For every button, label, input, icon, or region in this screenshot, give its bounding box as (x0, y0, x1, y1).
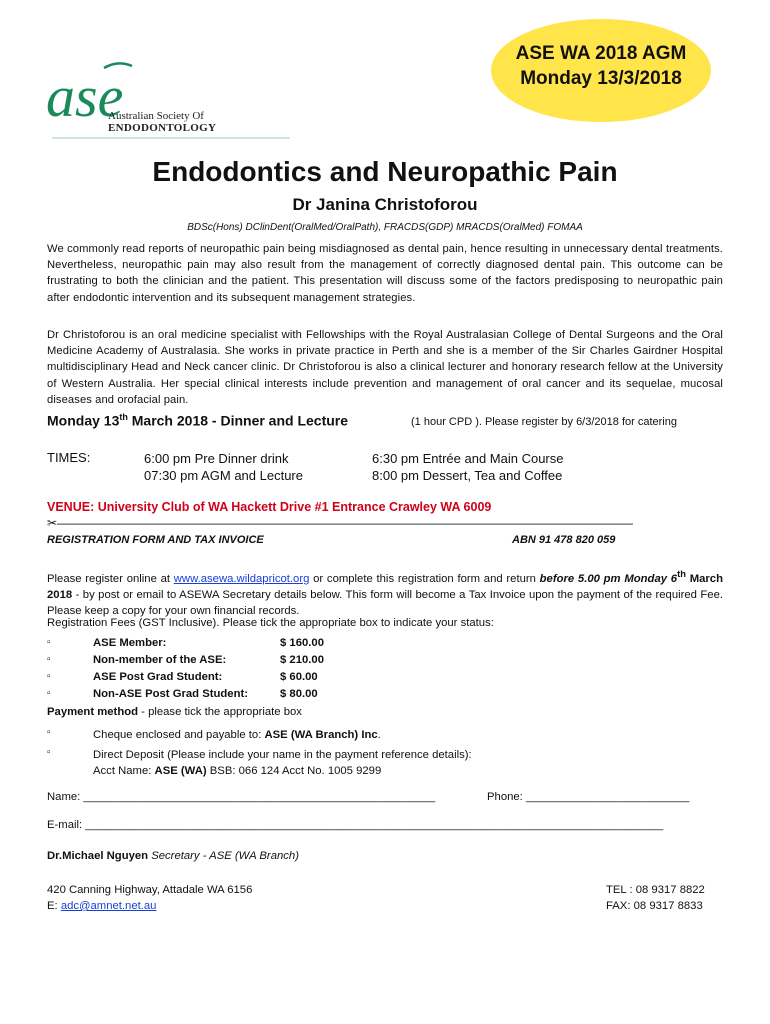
event-day-suffix: th (119, 412, 128, 422)
checkbox[interactable]: ▫ (47, 688, 51, 699)
fee-amount: $ 60.00 (280, 671, 318, 683)
registration-heading: REGISTRATION FORM AND TAX INVOICE (47, 534, 264, 546)
logo-endodontology: ENDODONTOLOGY (108, 122, 217, 134)
times-label: TIMES: (47, 450, 91, 465)
fee-label: ASE Member: (93, 637, 167, 649)
address-line: 420 Canning Highway, Attadale WA 6156 (47, 884, 253, 896)
fee-amount: $ 160.00 (280, 637, 324, 649)
email-prefix: E: (47, 900, 61, 912)
secretary-role: Secretary - ASE (WA Branch) (148, 850, 299, 862)
secretary-name: Dr.Michael Nguyen (47, 850, 149, 862)
payment-option-label (93, 727, 381, 743)
fee-label: Non-ASE Post Grad Student: (93, 688, 249, 700)
acct-name-label: Acct Name: (93, 765, 155, 777)
deposit-text: Direct Deposit (Please include your name in the payment reference details): (93, 749, 472, 761)
payment-heading (47, 706, 302, 718)
secretary-signature (47, 850, 299, 862)
registration-link[interactable]: www.asewa.wildapricot.org (173, 572, 310, 585)
phone-input-line[interactable]: __________________________ (525, 791, 690, 803)
speaker-credentials: BDSc(Hons) DClinDent(OralMed/OralPath), FRACDS(GDP) MRACDS(OralMed) FOMAA (187, 222, 583, 233)
checkbox[interactable]: ▫ (47, 727, 51, 738)
reg-text-a: Please register online at (47, 572, 174, 585)
fax: FAX: 08 9317 8833 (606, 900, 703, 912)
name-input-line[interactable]: ________________________________________________________ (83, 791, 436, 803)
checkbox[interactable]: ▫ (47, 747, 51, 758)
fee-amount: $ 80.00 (280, 688, 318, 700)
reg-deadline: before 5.00 pm Monday 6 (539, 572, 678, 585)
email-input-line[interactable]: ____________________________________________________________________________________________ (85, 819, 664, 831)
fees-heading: Registration Fees (GST Inclusive). Please tick the appropriate box to indicate your status: (47, 617, 494, 629)
venue: VENUE: University Club of WA Hackett Drive #1 Entrance Crawley WA 6009 (47, 500, 492, 514)
event-date (47, 412, 348, 429)
reg-text-b: or complete this registration form and return (309, 572, 540, 585)
time-item: 8:00 pm Dessert, Tea and Coffee (372, 468, 563, 483)
speaker-name: Dr Janina Christoforou (292, 195, 478, 214)
fee-label: ASE Post Grad Student: (93, 671, 223, 683)
agm-badge (491, 19, 711, 122)
checkbox[interactable]: ▫ (47, 671, 51, 682)
time-item: 6:00 pm Pre Dinner drink (144, 451, 289, 466)
reg-deadline-b: March 2018 (47, 572, 723, 601)
event-description: March 2018 - Dinner and Lecture (127, 412, 349, 429)
phone-details (606, 882, 705, 914)
contact-email-link[interactable]: adc@amnet.net.au (60, 900, 157, 912)
cheque-text: Cheque enclosed and payable to: (93, 729, 265, 741)
payment-option-label (93, 747, 472, 779)
postal-address (47, 882, 252, 914)
page-title: Endodontics and Neuropathic Pain (152, 156, 618, 187)
registration-instructions (47, 566, 723, 619)
acct-name: ASE (WA) (154, 765, 207, 777)
abn-number: ABN 91 478 820 059 (512, 534, 616, 546)
email-field[interactable] (47, 819, 663, 831)
cheque-period: . (377, 729, 381, 741)
event-day: Monday 13 (47, 412, 120, 429)
reg-text-c: - by post or email to ASEWA Secretary details below. This form will become a Tax Invoice upon the payment of the required Fee. Please keep a copy for your own financial records. (47, 588, 723, 617)
cheque-payee: ASE (WA Branch) Inc (264, 729, 378, 741)
phone-field[interactable] (487, 791, 689, 803)
payment-heading-rest: - please tick the appropriate box (138, 706, 302, 718)
name-label: Name: (47, 791, 84, 803)
biography-paragraph: Dr Christoforou is an oral medicine specialist with Fellowships with the Royal Australasian College of Dental Surgeons and the Oral Medicine Academy of Australasia. She works in private practice in Perth and she is a member of the Sir Charles Gairdner Hospital multidisciplinary Head and Neck cancer clinic. Dr Christoforou is also a clinical lecturer and honorary research fellow at the University of Western Australia. Her special clinical interests include prevention and management of oral cancer and its sequelae, mucosal diseases and orofacial pain. (47, 329, 723, 406)
times-column-1 (144, 450, 303, 484)
logo-underline (52, 137, 290, 139)
email-label: E-mail: (47, 819, 86, 831)
event-note: (1 hour CPD ). Please register by 6/3/2018 for catering (411, 416, 677, 428)
name-field[interactable] (47, 791, 435, 803)
abstract-paragraph: We commonly read reports of neuropathic pain being misdiagnosed as dental pain, hence resulting in unnecessary dental treatments. Nevertheless, neuropathic pain may also result from the management of correctly diagnosed dental pain. This outcome can be frustrating to both the clinician and the patient. This presentation will discuss some of the factors predisposing to neuropathic pain after endodontic intervention and its subsequent management strategies. (47, 243, 723, 304)
fee-label: Non-member of the ASE: (93, 654, 227, 666)
badge-line-2: Monday 13/3/2018 (520, 68, 682, 89)
badge-line-1: ASE WA 2018 AGM (515, 43, 687, 64)
telephone: TEL : 08 9317 8822 (606, 884, 705, 896)
time-item: 6:30 pm Entrée and Main Course (372, 451, 564, 466)
payment-heading-bold: Payment method (47, 706, 139, 718)
times-column-2 (372, 450, 564, 484)
time-item: 07:30 pm AGM and Lecture (144, 468, 303, 483)
phone-label: Phone: (487, 791, 526, 803)
logo-society-name: Australian Society Of (108, 110, 204, 122)
scissors-cut-line: ✂———————————————————————————————————————————————— (47, 516, 634, 530)
checkbox[interactable]: ▫ (47, 637, 51, 648)
logo-mark-text: ase (46, 64, 124, 129)
bank-details: BSB: 066 124 Acct No. 1005 9299 (206, 765, 382, 777)
checkbox[interactable]: ▫ (47, 654, 51, 665)
fee-amount: $ 210.00 (280, 654, 324, 666)
reg-deadline-suffix: th (677, 568, 686, 579)
email-line (47, 898, 252, 914)
